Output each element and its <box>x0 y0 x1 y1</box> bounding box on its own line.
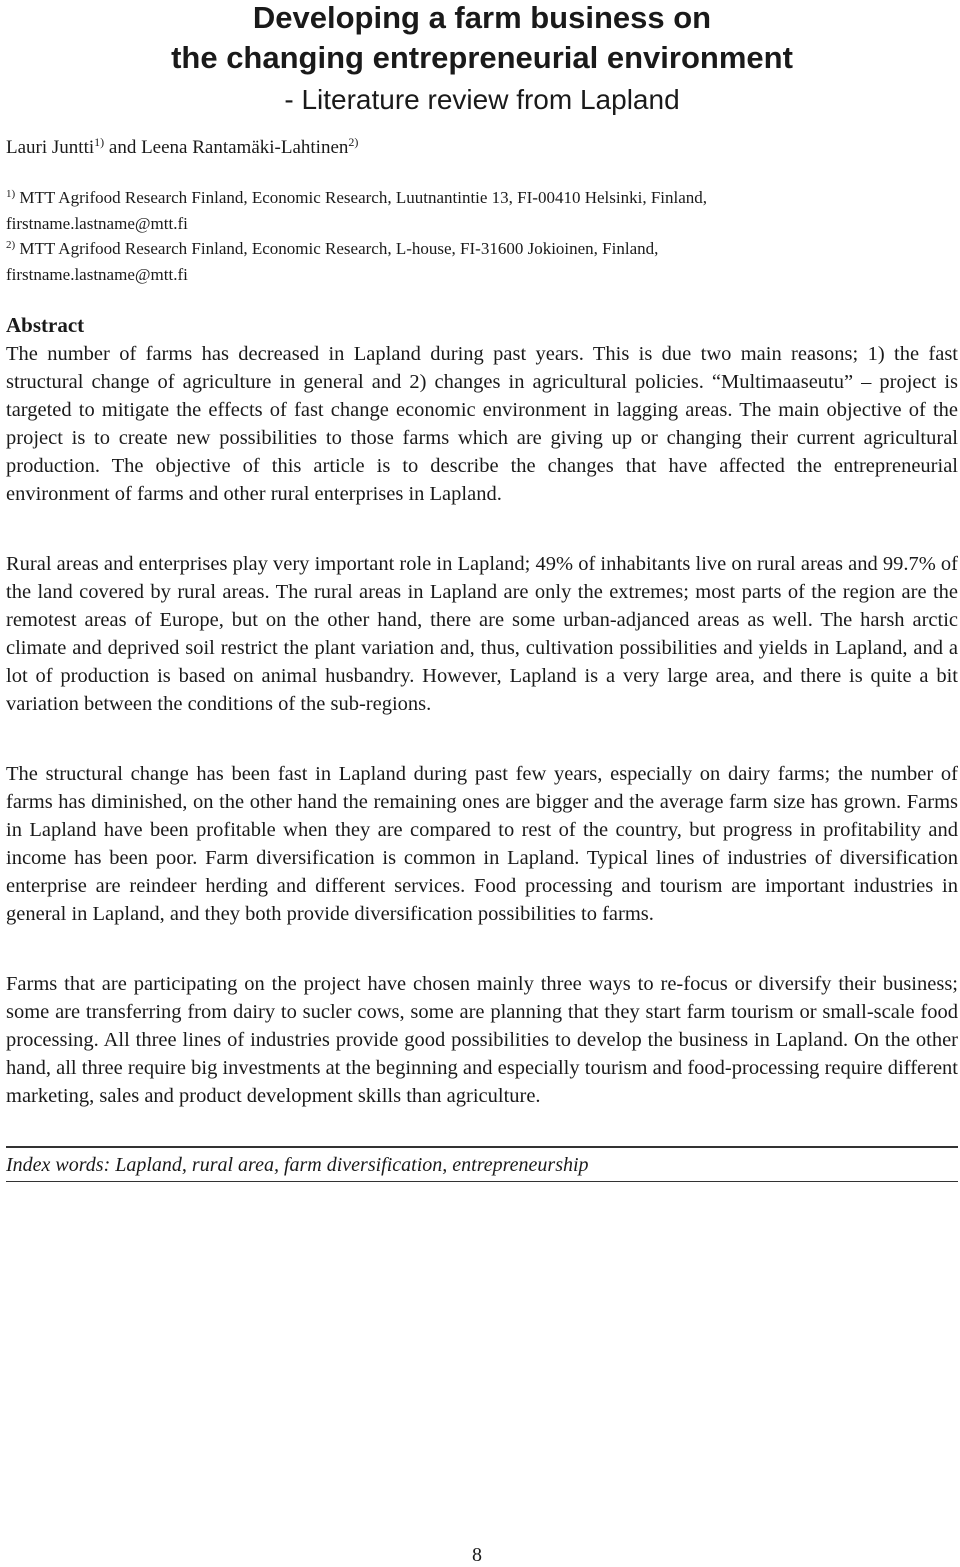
affiliation-text: MTT Agrifood Research Finland, Economic Research, Luutnantintie 13, FI-00410 Helsinki, Finland, <box>19 188 708 207</box>
abstract-paragraph: The number of farms has decreased in Lapland during past years. This is due two main reasons; 1) the fast structural change of agriculture in general and 2) changes in agricultural policies. “Multimaaseutu” – project is targeted to mitigate the effects of fast change economic environment in lagging areas. The main objective of the project is to create new possibilities to those farms which are giving up or changing their current agricultural production. The objective of this article is to describe the changes that have affected the entrepreneurial environment of farms and other rural enterprises in Lapland. <box>6 343 958 505</box>
affiliation-text: MTT Agrifood Research Finland, Economic Research, L-house, FI-31600 Jokioinen, Finland, <box>19 239 659 258</box>
page-number: 8 <box>472 1544 482 1566</box>
affiliation-email[interactable]: firstname.lastname@mtt.fi <box>6 214 188 233</box>
divider <box>6 1181 958 1182</box>
affiliation-marker: 2) <box>6 239 16 251</box>
affiliation-email[interactable]: firstname.lastname@mtt.fi <box>6 265 188 284</box>
paper-title-line-2: the changing entrepreneurial environment <box>171 40 793 75</box>
author-connector: and <box>104 137 142 158</box>
author-affiliation-marker: 2) <box>348 135 359 149</box>
paper-subtitle: - Literature review from Lapland <box>284 84 680 115</box>
paper-title-line-1: Developing a farm business on <box>252 0 712 35</box>
author-affiliation-marker: 1) <box>94 135 105 149</box>
abstract-heading: Abstract <box>6 313 85 337</box>
abstract-paragraph: Rural areas and enterprises play very important role in Lapland; 49% of inhabitants live on rural areas and 99.7% of the land covered by rural areas. The rural areas in Lapland are only the extremes; most parts of the region are the remotest areas of Europe, but on the other hand, there are some urban-adjanced areas as well. The harsh arctic climate and deprived soil restrict the plant variation and, thus, cultivation possibilities and yields in Lapland, and a lot of production is based on animal husbandry. However, Lapland is a very large area, and there is quite a bit variation between the conditions of the sub-regions. <box>6 553 958 715</box>
abstract-paragraph: Farms that are participating on the project have chosen mainly three ways to re-focus or diversify their business; some are transferring from dairy to sucler cows, some are planning that they start farm tourism or small-scale food processing. All three lines of industries provide good possibilities to develop the business in Lapland. On the other hand, all three require big investments at the beginning and especially tourism and food-processing require different marketing, sales and product development skills than agriculture. <box>6 973 958 1107</box>
affiliation <box>6 232 956 288</box>
affiliation-marker: 1) <box>6 188 16 200</box>
index-words: Index words: Lapland, rural area, farm diversification, entrepreneurship <box>6 1154 589 1176</box>
author-name: Leena Rantamäki-Lahtinen <box>141 137 349 158</box>
author-name: Lauri Juntti <box>6 137 95 158</box>
divider <box>6 1146 958 1148</box>
author-list <box>6 130 358 160</box>
abstract-paragraph: The structural change has been fast in Lapland during past few years, especially on dairy farms; the number of farms has diminished, on the other hand the remaining ones are bigger and the average farm size has grown. Farms in Lapland have been profitable when they are compared to rest of the country, but progress in profitability and income has been poor. Farm diversification is common in Lapland. Typical lines of industries of diversification enterprise are reindeer herding and different services. Food processing and tourism are important industries in general in Lapland, and they both provide diversification possibilities to farms. <box>6 763 958 925</box>
affiliation <box>6 181 956 237</box>
